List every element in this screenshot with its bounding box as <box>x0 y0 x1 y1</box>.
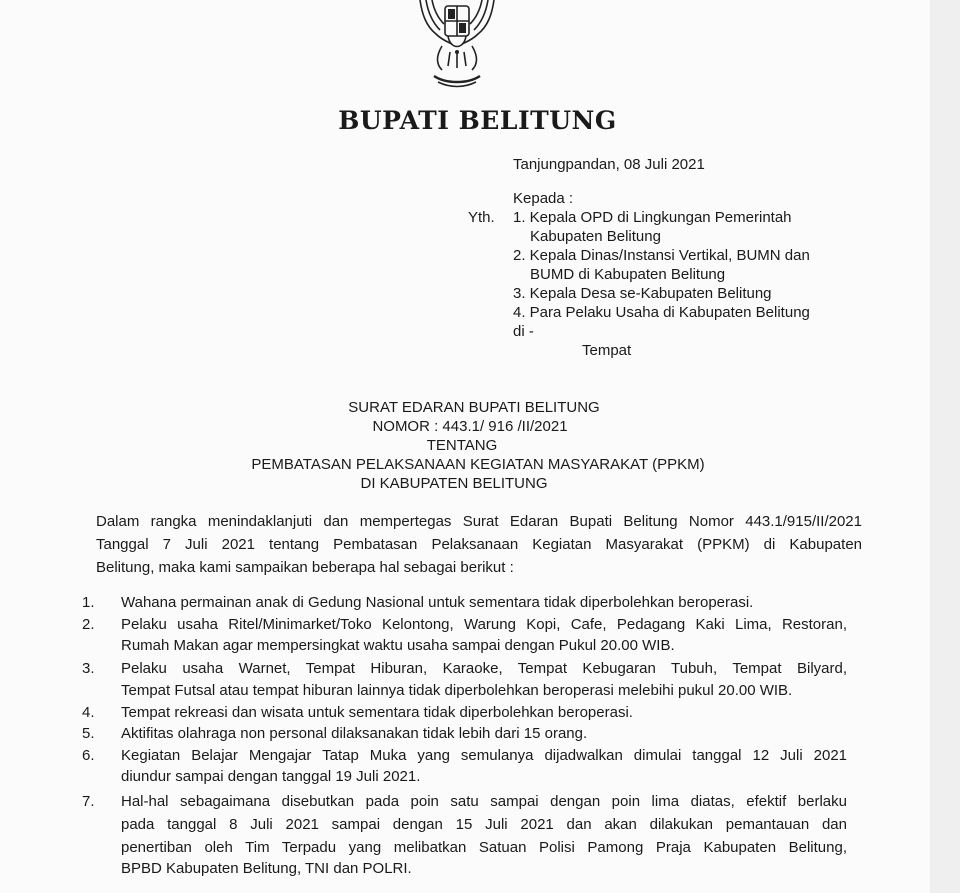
addressee-item: BUMD di Kabupaten Belitung <box>530 266 726 283</box>
circular-tentang: TENTANG <box>426 437 498 454</box>
point-text: Wahana permainan anak di Gedung Nasional untuk sementara tidak diperbolehkan beroperasi. <box>121 594 754 611</box>
point-number: 1. <box>82 594 95 611</box>
addressee-item: 1. Kepala OPD di Lingkungan Pemerintah <box>513 209 792 226</box>
addressee-item: Kabupaten Belitung <box>530 228 661 245</box>
place-date: Tanjungpandan, 08 Juli 2021 <box>513 156 705 173</box>
di-label: di - <box>513 323 534 340</box>
circular-subject: PEMBATASAN PELAKSANAAN KEGIATAN MASYARAKAT (PPKM) <box>251 456 705 473</box>
yth-label: Yth. <box>468 209 495 226</box>
point-text: BPBD Kabupaten Belitung, TNI dan POLRI. <box>121 860 412 877</box>
intro-line: Belitung, maka kami sampaikan beberapa hal sebagai berikut : <box>96 559 514 576</box>
intro-line: Dalam rangka menindaklanjuti dan mempertegas Surat Edaran Bupati Belitung Nomor 443.1/915/II/2021 <box>96 513 862 530</box>
addressee-item: 4. Para Pelaku Usaha di Kabupaten Belitung <box>513 304 810 321</box>
point-text: Tempat rekreasi dan wisata untuk sementara tidak diperbolehkan beroperasi. <box>121 704 633 721</box>
circular-subject-location: DI KABUPATEN BELITUNG <box>360 475 548 492</box>
circular-title: SURAT EDARAN BUPATI BELITUNG <box>348 399 600 416</box>
point-text: pada tanggal 8 Juli 2021 sampai dengan 15 Juli 2021 dan akan dilakukan pemantauan dan <box>121 816 847 833</box>
point-number: 7. <box>82 793 95 810</box>
point-number: 2. <box>82 616 95 633</box>
point-text: Hal-hal sebagaimana disebutkan pada poin satu sampai dengan poin lima diatas, efektif berlaku <box>121 793 847 810</box>
page-edge <box>930 0 960 893</box>
intro-line: Tanggal 7 Juli 2021 tentang Pembatasan Pelaksanaan Kegiatan Masyarakat (PPKM) di Kabupaten <box>96 536 862 553</box>
point-number: 3. <box>82 660 95 677</box>
document-title: BUPATI BELITUNG <box>338 106 617 135</box>
point-text: Pelaku usaha Warnet, Tempat Hiburan, Karaoke, Tempat Kebugaran Tubuh, Tempat Bilyard, <box>121 660 847 677</box>
point-number: 4. <box>82 704 95 721</box>
kepada-label: Kepada : <box>513 190 574 207</box>
circular-number: NOMOR : 443.1/ 916 /II/2021 <box>372 418 568 435</box>
point-text: Rumah Makan agar mempersingkat waktu usaha sampai dengan Pukul 20.00 WIB. <box>121 637 675 654</box>
point-text: Pelaku usaha Ritel/Minimarket/Toko Kelontong, Warung Kopi, Cafe, Pedagang Kaki Lima, Restoran, <box>121 616 847 633</box>
addressee-item: 3. Kepala Desa se-Kabupaten Belitung <box>513 285 772 302</box>
point-text: diundur sampai dengan tanggal 19 Juli 2021. <box>121 768 421 785</box>
point-text: Tempat Futsal atau tempat hiburan lainnya tidak diperbolehkan beroperasi melebihi pukul 20.00 WIB. <box>121 682 793 699</box>
point-number: 6. <box>82 747 95 764</box>
addressee-item: 2. Kepala Dinas/Instansi Vertikal, BUMN dan <box>513 247 810 264</box>
point-text: penertiban oleh Tim Terpadu yang melibatkan Satuan Polisi Pamong Praja Kabupaten Belitung, <box>121 839 847 856</box>
garuda-emblem-icon <box>412 0 502 92</box>
point-number: 5. <box>82 725 95 742</box>
point-text: Kegiatan Belajar Mengajar Tatap Muka yang semulanya dijadwalkan dimulai tanggal 12 Juli 2021 <box>121 747 847 764</box>
point-text: Aktifitas olahraga non personal dilaksanakan tidak lebih dari 15 orang. <box>121 725 588 742</box>
tempat-label: Tempat <box>582 342 632 359</box>
